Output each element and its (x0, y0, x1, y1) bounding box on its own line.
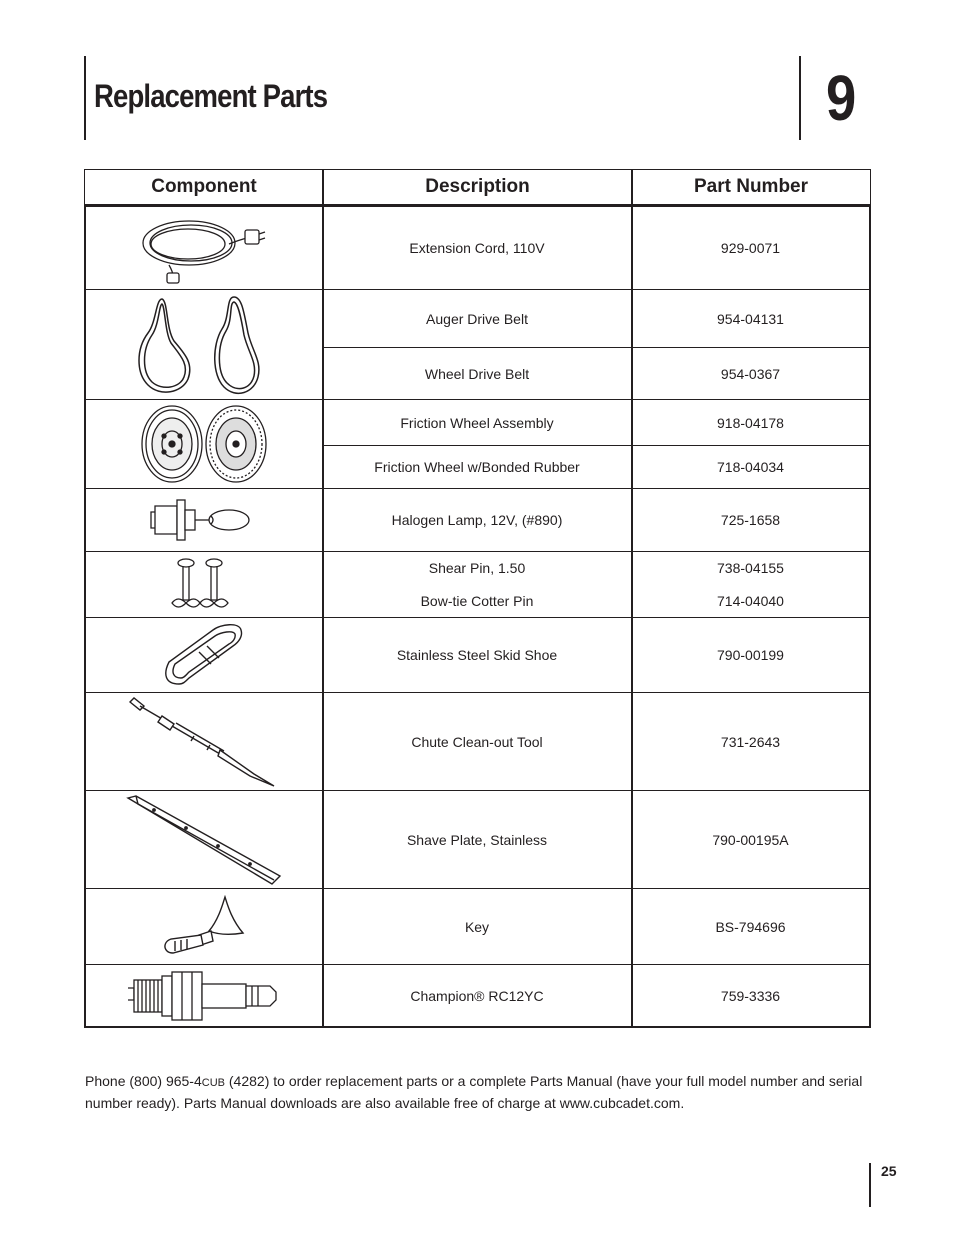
description-cell: Extension Cord, 110V (409, 239, 545, 256)
part-number-cell: 918-04178 (717, 414, 784, 431)
part-number-cell: 759-3336 (720, 987, 781, 1004)
header-component: Component (84, 169, 324, 205)
part-number-cell: BS-794696 (715, 918, 786, 935)
part-number-cell: 954-0367 (720, 365, 781, 382)
page-title: Replacement Parts (94, 78, 328, 114)
description-cell-double (323, 552, 631, 617)
drive-belts-icon (84, 290, 323, 399)
extension-cord-icon (84, 206, 323, 289)
page-number-rule (869, 1163, 871, 1207)
header-part-number: Part Number (631, 169, 871, 205)
shear-pin-icon (84, 552, 323, 617)
friction-wheels-icon (84, 400, 323, 488)
clean-out-tool-icon (84, 693, 323, 790)
parts-table (84, 169, 871, 1028)
description-cell: Halogen Lamp, 12V, (#890) (391, 512, 563, 528)
description-cell: Wheel Drive Belt (424, 365, 530, 382)
part-number-cell: 790-00195A (712, 831, 789, 848)
page-number: 25 (881, 1163, 897, 1179)
description-cell: Stainless Steel Skid Shoe (396, 647, 558, 663)
key-icon (84, 889, 323, 964)
description-cell: Chute Clean-out Tool (411, 733, 543, 750)
chapter-number: 9 (826, 62, 857, 134)
part-number-cell: 725-1658 (720, 512, 781, 528)
description-cell: Auger Drive Belt (426, 310, 528, 327)
description-cell: Champion® RC12YC (410, 987, 544, 1004)
description-cell: Friction Wheel w/Bonded Rubber (374, 459, 580, 475)
part-number-text: 714-04040 (717, 593, 784, 609)
description-cell: Key (464, 918, 490, 935)
body-bottom-border (84, 1026, 871, 1028)
part-number-cell: 718-04034 (717, 459, 784, 475)
description-text: Bow-tie Cotter Pin (420, 593, 534, 609)
description-cell: Friction Wheel Assembly (400, 414, 554, 431)
part-number-cell: 954-04131 (717, 310, 784, 327)
part-number-cell: 790-00199 (717, 647, 784, 663)
spark-plug-icon (84, 965, 323, 1026)
shave-plate-icon (84, 791, 323, 888)
description-cell: Shave Plate, Stainless (406, 831, 548, 848)
part-number-cell: 929-0071 (720, 239, 781, 256)
skid-shoe-icon (84, 618, 323, 692)
chapter-rule (799, 56, 801, 140)
description-text: Shear Pin, 1.50 (428, 560, 526, 576)
part-number-cell: 731-2643 (720, 733, 781, 750)
part-number-cell-double (632, 552, 869, 617)
header-description: Description (322, 169, 633, 205)
halogen-lamp-icon (84, 489, 323, 551)
part-number-text: 738-04155 (717, 560, 784, 576)
title-left-rule (84, 56, 86, 140)
ordering-note: Phone (800) 965-4CUB (4282) to order replacement parts or a complete Parts Manual (have your full model number and serial number ready). Parts Manual downloads are also available free of charge at www.cubcadet.com. (85, 1073, 863, 1111)
